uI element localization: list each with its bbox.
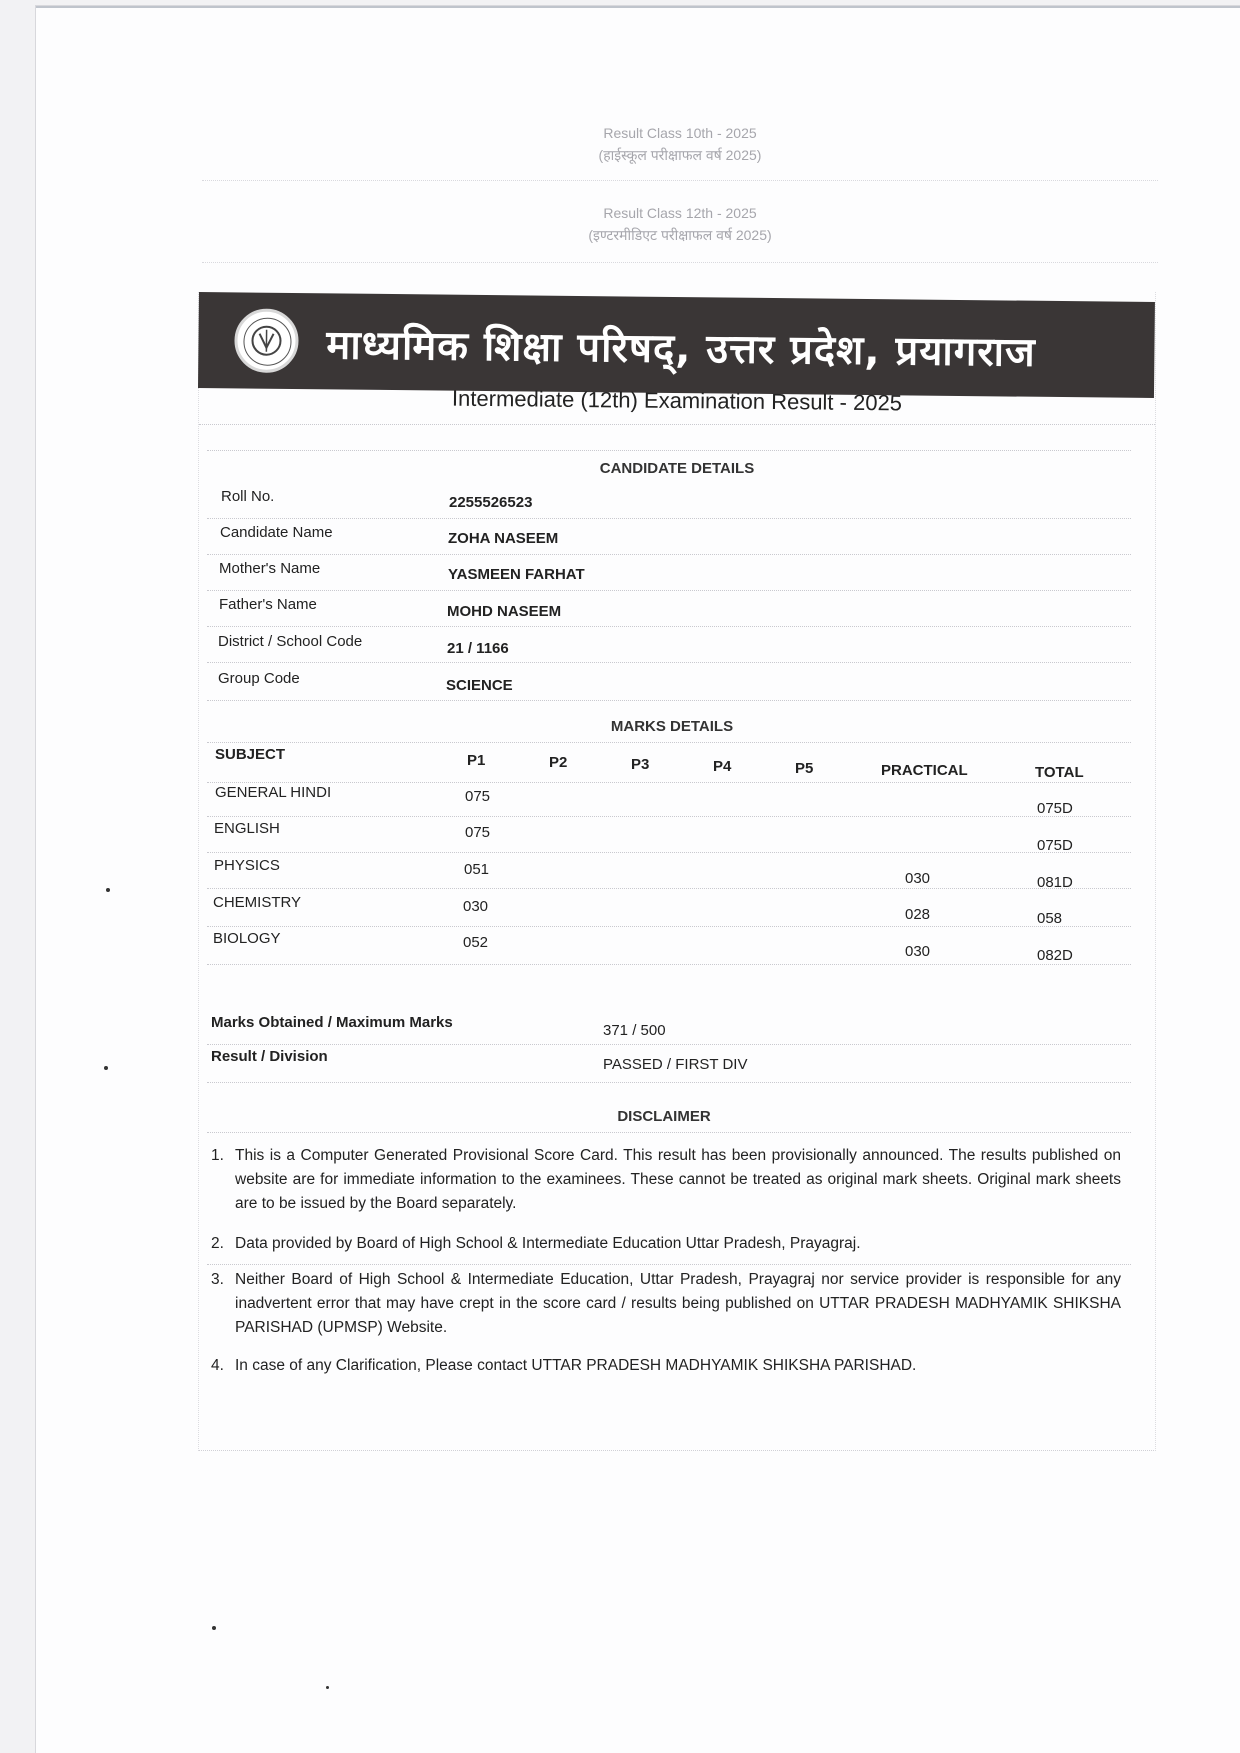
- p1-marks: 052: [463, 934, 489, 951]
- list-item: [211, 1232, 1121, 1256]
- class10-link-text-en: Result Class 10th - 2025: [603, 125, 757, 141]
- scanned-page: [36, 6, 1240, 1753]
- list-item: [211, 1144, 1121, 1216]
- divider: [207, 926, 1131, 927]
- list-item: [211, 1268, 1121, 1340]
- item-text: This is a Computer Generated Provisional Score Card. This result has been provisionally announced. The results published on website are for immediate information to the examinees. These cannot be treated as original mark sheets. Original mark sheets are to be issued by the Board separately.: [235, 1147, 1121, 1212]
- total-marks: 075D: [1037, 837, 1073, 854]
- total-marks: 082D: [1037, 947, 1073, 964]
- mother-name-value: YASMEEN FARHAT: [448, 566, 585, 583]
- result-division-value: PASSED / FIRST DIV: [603, 1056, 748, 1073]
- col-practical: PRACTICAL: [881, 762, 968, 779]
- divider: [199, 424, 1155, 425]
- total-marks: 075D: [1037, 800, 1073, 817]
- divider: [207, 554, 1131, 555]
- roll-no-value: 2255526523: [449, 494, 533, 511]
- result-card: [198, 292, 1156, 1451]
- divider: [202, 262, 1158, 263]
- class12-link-text-en: Result Class 12th - 2025: [603, 205, 757, 221]
- class12-result-link[interactable]: [202, 184, 1158, 264]
- divider: [207, 450, 1131, 451]
- class10-result-link[interactable]: [202, 104, 1158, 184]
- divider: [207, 626, 1131, 627]
- col-p5: P5: [795, 760, 814, 777]
- practical-marks: 030: [905, 943, 931, 960]
- group-code-value: SCIENCE: [446, 677, 513, 694]
- board-header-banner: [198, 292, 1155, 398]
- class10-link-text-hi: (हाईस्कूल परीक्षाफल वर्ष 2025): [598, 147, 762, 163]
- divider: [207, 1044, 1131, 1045]
- divider: [207, 816, 1131, 817]
- divider: [207, 742, 1131, 743]
- candidate-name-label: Candidate Name: [220, 524, 333, 541]
- disclaimer-heading: DISCLAIMER: [617, 1108, 711, 1125]
- col-p3: P3: [631, 756, 650, 773]
- item-number: 3.: [211, 1271, 224, 1288]
- col-p4: P4: [713, 758, 732, 775]
- subject-name: ENGLISH: [214, 820, 280, 837]
- col-total: TOTAL: [1035, 764, 1084, 781]
- subject-name: PHYSICS: [214, 857, 280, 874]
- divider: [202, 180, 1158, 181]
- total-marks: 081D: [1037, 874, 1073, 891]
- page-top-edge: [36, 6, 1240, 8]
- class12-link-text-hi: (इण्टरमीडिएट परीक्षाफल वर्ष 2025): [588, 227, 772, 243]
- mother-name-label: Mother's Name: [219, 560, 321, 577]
- item-text: Neither Board of High School & Intermediate Education, Uttar Pradesh, Prayagraj nor service provider is responsible for any inadvertent error that may have crept in the score card / results being published on UTTAR PRADESH MADHYAMIK SHIKSHA PARISHAD (UPMSP) Website.: [235, 1271, 1121, 1336]
- marks-details-heading: MARKS DETAILS: [610, 718, 734, 735]
- scan-speck: [212, 1626, 216, 1630]
- subject-name: CHEMISTRY: [213, 894, 302, 911]
- marks-obtained-label: Marks Obtained / Maximum Marks: [211, 1014, 453, 1031]
- divider: [207, 662, 1131, 663]
- subject-name: GENERAL HINDI: [215, 784, 332, 801]
- father-name-value: MOHD NASEEM: [447, 603, 562, 620]
- item-text: In case of any Clarification, Please contact UTTAR PRADESH MADHYAMIK SHIKSHA PARISHAD.: [235, 1357, 917, 1374]
- scan-speck: [104, 1066, 108, 1070]
- divider: [207, 1082, 1131, 1083]
- col-subject: SUBJECT: [215, 746, 286, 763]
- board-title: माध्यमिक शिक्षा परिषद्, उत्तर प्रदेश, प्रयागराज: [326, 322, 1036, 376]
- p1-marks: 051: [464, 861, 490, 878]
- list-item: [211, 1354, 1121, 1378]
- result-division-label: Result / Division: [211, 1048, 328, 1065]
- practical-marks: 028: [905, 906, 931, 923]
- divider: [207, 1264, 1131, 1265]
- divider: [207, 1132, 1131, 1133]
- subject-name: BIOLOGY: [213, 930, 281, 947]
- p1-marks: 030: [463, 898, 489, 915]
- item-number: 2.: [211, 1235, 224, 1252]
- item-number: 1.: [211, 1147, 224, 1164]
- board-seal-icon: [234, 308, 299, 373]
- scan-speck: [326, 1686, 329, 1689]
- practical-marks: 030: [905, 870, 931, 887]
- item-text: Data provided by Board of High School & Intermediate Education Uttar Pradesh, Prayagraj.: [235, 1235, 861, 1252]
- divider: [207, 852, 1131, 853]
- p1-marks: 075: [465, 824, 491, 841]
- scan-speck: [106, 888, 110, 892]
- p1-marks: 075: [465, 788, 491, 805]
- candidate-name-value: ZOHA NASEEM: [448, 530, 559, 547]
- item-number: 4.: [211, 1357, 224, 1374]
- col-p2: P2: [549, 754, 568, 771]
- exam-title: Intermediate (12th) Examination Result - 2025: [451, 385, 903, 416]
- divider: [207, 964, 1131, 965]
- total-marks: 058: [1037, 910, 1063, 927]
- divider: [207, 700, 1131, 701]
- divider: [207, 590, 1131, 591]
- father-name-label: Father's Name: [219, 596, 317, 613]
- district-school-code-label: District / School Code: [218, 633, 363, 650]
- district-school-code-value: 21 / 1166: [447, 640, 509, 657]
- divider: [207, 518, 1131, 519]
- candidate-details-heading: CANDIDATE DETAILS: [599, 460, 755, 477]
- col-p1: P1: [467, 752, 486, 769]
- divider: [207, 782, 1131, 783]
- roll-no-label: Roll No.: [221, 488, 275, 505]
- marks-obtained-value: 371 / 500: [603, 1022, 666, 1039]
- group-code-label: Group Code: [218, 670, 300, 687]
- divider: [207, 888, 1131, 889]
